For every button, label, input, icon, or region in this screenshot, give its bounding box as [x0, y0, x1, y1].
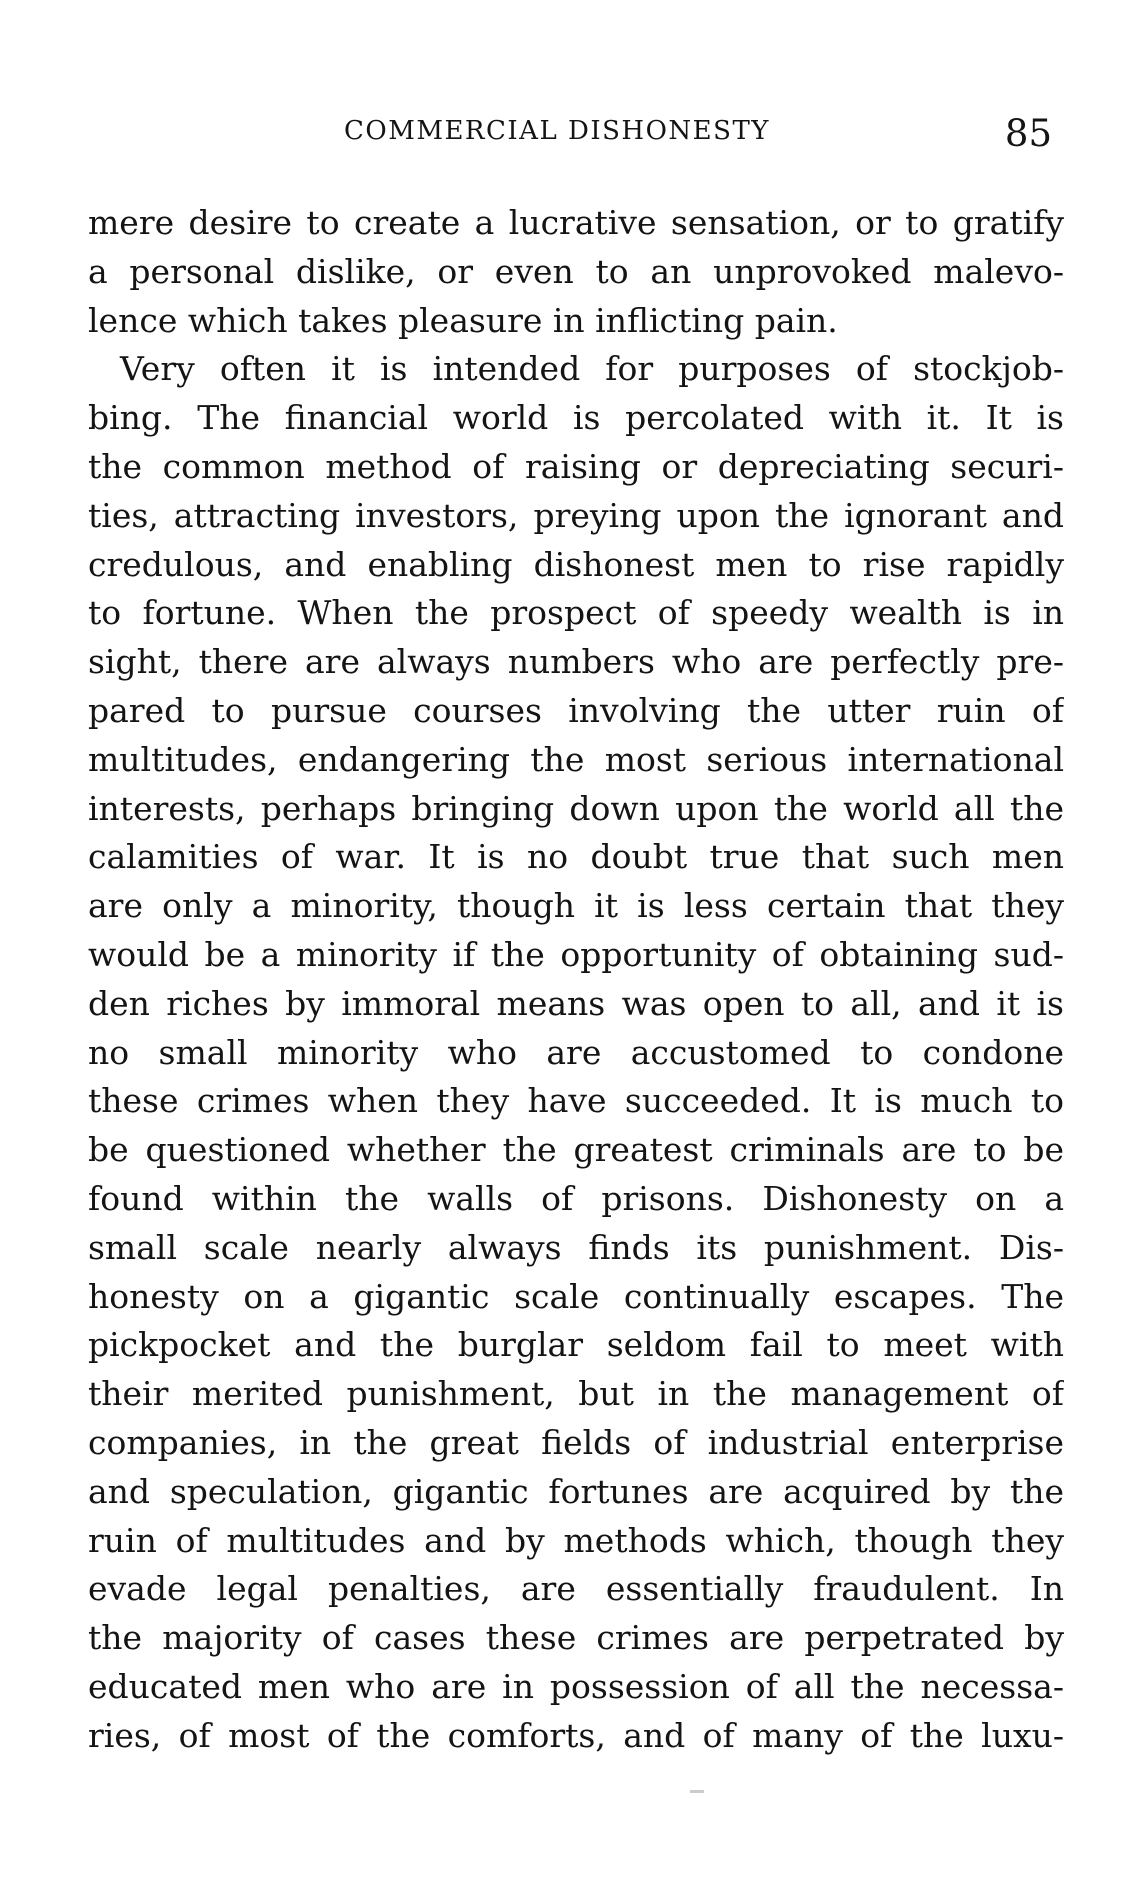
paragraph-first-line: Very often it is intended for purposes of stockjob-: [120, 349, 1064, 389]
body-text: [88, 199, 1064, 1761]
text-line: found within the walls of prisons. Dishonesty on a: [88, 1178, 1064, 1218]
text-line: the common method of raising or depreciating securi-: [88, 446, 1064, 486]
page-number: 85: [1004, 112, 1052, 155]
text-line: evade legal penalties, are essentially fraudulent. In: [88, 1569, 1064, 1609]
text-line: are only a minority, though it is less certain that they: [88, 886, 1064, 926]
running-head: COMMERCIAL DISHONESTY: [344, 116, 770, 146]
text-line: pared to pursue courses involving the utter ruin of: [88, 690, 1064, 730]
text-line: den riches by immoral means was open to all, and it is: [88, 983, 1064, 1023]
text-line: no small minority who are accustomed to condone: [88, 1032, 1064, 1072]
text-line: ruin of multitudes and by methods which, though they: [88, 1520, 1064, 1560]
text-line: to fortune. When the prospect of speedy wealth is in: [88, 593, 1064, 633]
text-line: ties, attracting investors, preying upon the ignorant and: [88, 495, 1064, 535]
ink-smudge: [690, 1790, 704, 1793]
text-line: be questioned whether the greatest criminals are to be: [88, 1130, 1064, 1170]
text-line: these crimes when they have succeeded. It is much to: [88, 1081, 1064, 1121]
text-line: small scale nearly always finds its punishment. Dis-: [88, 1227, 1064, 1267]
text-line: honesty on a gigantic scale continually escapes. The: [88, 1276, 1064, 1316]
text-line: mere desire to create a lucrative sensation, or to gratify: [88, 203, 1064, 242]
text-line: bing. The financial world is percolated with it. It is: [88, 398, 1064, 438]
text-line: interests, perhaps bringing down upon the world all the: [88, 788, 1064, 828]
text-line: lence which takes pleasure in inflicting pain.: [88, 300, 838, 340]
text-line: their merited punishment, but in the management of: [88, 1374, 1064, 1414]
text-line: and speculation, gigantic fortunes are acquired by the: [88, 1471, 1064, 1511]
text-line: the majority of cases these crimes are perpetrated by: [88, 1618, 1064, 1658]
text-line: educated men who are in possession of all the necessa-: [88, 1666, 1064, 1706]
text-line: multitudes, endangering the most serious international: [88, 739, 1064, 779]
text-line: credulous, and enabling dishonest men to rise rapidly: [88, 544, 1064, 584]
text-line: sight, there are always numbers who are perfectly pre-: [88, 642, 1064, 682]
text-line: pickpocket and the burglar seldom fail to meet with: [88, 1325, 1064, 1365]
text-line: ries, of most of the comforts, and of many of the luxu-: [88, 1715, 1064, 1755]
text-line: a personal dislike, or even to an unprovoked malevo-: [88, 251, 1064, 291]
text-line: calamities of war. It is no doubt true that such men: [88, 837, 1064, 877]
text-line: would be a minority if the opportunity of obtaining sud-: [88, 934, 1064, 974]
text-line: companies, in the great fields of industrial enterprise: [88, 1422, 1064, 1462]
